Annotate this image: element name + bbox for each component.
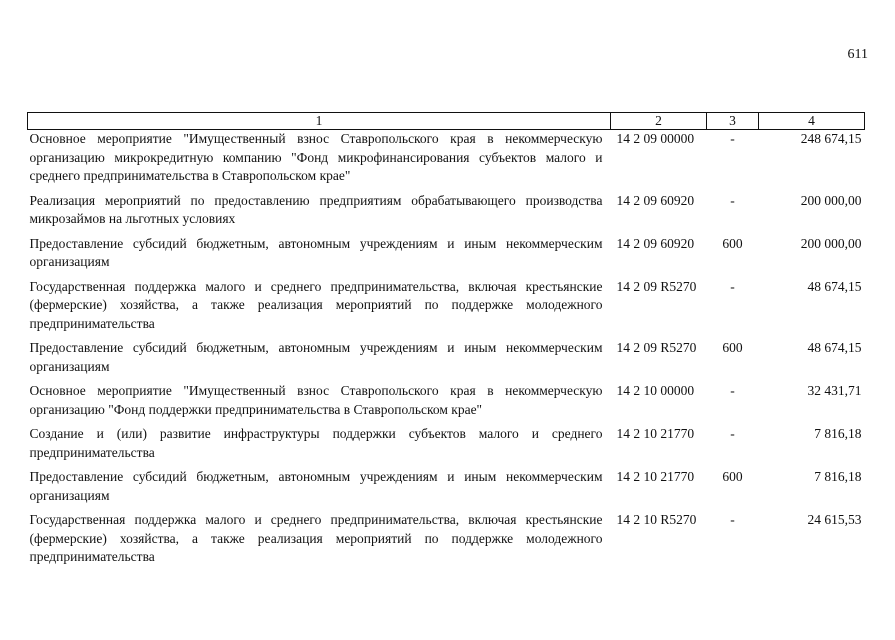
row-type: 600	[722, 340, 743, 355]
table-row	[28, 425, 865, 468]
table-header-row	[28, 113, 865, 130]
row-amount: 200 000,00	[800, 235, 862, 251]
row-code: 14 2 10 21770	[616, 426, 695, 441]
row-type: -	[730, 278, 735, 294]
row-amount: 24 615,53	[807, 512, 862, 527]
table-row	[28, 468, 865, 511]
row-code: 14 2 10 21770	[616, 469, 695, 484]
row-amount: 200 000,00	[800, 192, 862, 208]
table-row	[28, 235, 865, 278]
header-col-code: 2	[611, 113, 707, 130]
row-code: 14 2 10 00000	[616, 383, 695, 398]
table-row	[28, 278, 865, 340]
row-name: Предоставление субсидий бюджетным, автономным учреждениям и иным некоммерческим организациям	[29, 235, 603, 269]
row-code: 14 2 09 00000	[616, 131, 695, 146]
row-type: -	[730, 383, 735, 398]
row-code: 14 2 09 R5270	[616, 278, 697, 294]
page-number: 611	[847, 47, 868, 62]
row-name: Создание и (или) развитие инфраструктуры поддержки субъектов малого и среднего предпринимательства	[29, 426, 603, 460]
row-name: Основное мероприятие "Имущественный взнос Ставропольского края в некоммерческую организацию микрокредитную компанию "Фонд микрофинансирования субъектов малого и среднего предпринимательства в Ставропольском крае"	[29, 131, 603, 183]
row-code: 14 2 09 R5270	[616, 340, 697, 355]
row-name: Государственная поддержка малого и среднего предпринимательства, включая крестьянские (фермерские) хозяйства, а также реализация мероприятий по поддержке молодежного предпринимательства	[29, 278, 603, 331]
row-type: -	[730, 192, 735, 208]
row-type: -	[730, 512, 735, 527]
table-row	[28, 382, 865, 425]
row-amount: 248 674,15	[800, 131, 862, 146]
row-type: 600	[722, 235, 743, 251]
row-name: Государственная поддержка малого и среднего предпринимательства, включая крестьянские (фермерские) хозяйства, а также реализация мероприятий по поддержке молодежного предпринимательства	[29, 512, 603, 564]
row-name: Реализация мероприятий по предоставлению предприятиям обрабатывающего производства микрозаймов на льготных условиях	[29, 192, 603, 226]
row-code: 14 2 09 60920	[616, 192, 695, 208]
row-code: 14 2 09 60920	[616, 235, 695, 251]
table-row	[28, 339, 865, 382]
table-row	[28, 511, 865, 573]
table-row	[28, 192, 865, 235]
row-name: Основное мероприятие "Имущественный взнос Ставропольского края в некоммерческую организацию "Фонд поддержки предпринимательства в Ставропольском крае"	[29, 383, 603, 417]
row-type: 600	[722, 469, 743, 484]
budget-table	[27, 112, 865, 573]
header-col-amount: 4	[759, 113, 865, 130]
row-amount: 48 674,15	[807, 278, 862, 294]
row-code: 14 2 10 R5270	[616, 512, 697, 527]
header-col-type: 3	[707, 113, 759, 130]
header-col-name: 1	[28, 113, 611, 130]
row-name: Предоставление субсидий бюджетным, автономным учреждениям и иным некоммерческим организациям	[29, 340, 603, 374]
row-amount: 48 674,15	[807, 340, 862, 355]
row-amount: 7 816,18	[814, 426, 862, 441]
row-amount: 7 816,18	[814, 469, 862, 484]
table-row	[28, 130, 865, 192]
row-amount: 32 431,71	[807, 383, 862, 398]
row-type: -	[730, 131, 735, 146]
row-type: -	[730, 426, 735, 441]
row-name: Предоставление субсидий бюджетным, автономным учреждениям и иным некоммерческим организациям	[29, 469, 603, 503]
